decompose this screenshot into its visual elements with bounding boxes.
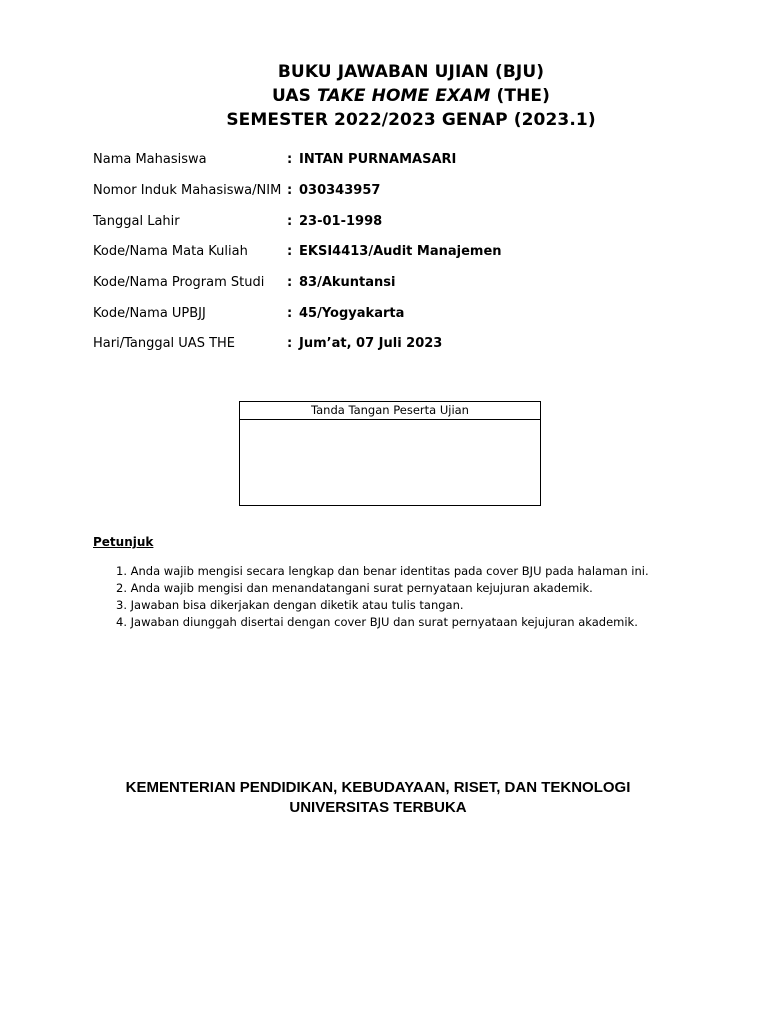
signature-header: Tanda Tangan Peserta Ujian [240,402,540,420]
title-line-2-prefix: UAS [272,86,318,106]
identity-colon: : [287,183,293,198]
identity-value: Jum’at, 07 Juli 2023 [299,336,443,351]
identity-colon: : [287,244,293,259]
identity-value: 030343957 [299,183,381,198]
identity-value: INTAN PURNAMASARI [299,152,457,167]
identity-value: 45/Yogyakarta [299,306,405,321]
identity-colon: : [287,336,293,351]
signature-area [240,420,540,505]
instruction-item: 3. Jawaban bisa dikerjakan dengan diketik atau tulis tangan. [116,598,464,612]
instruction-item: 2. Anda wajib mengisi dan menandatangani surat pernyataan kejujuran akademik. [116,581,593,595]
instructions-list [116,563,649,631]
identity-colon: : [287,214,293,229]
title-line-2-suffix: (THE) [490,86,550,106]
identity-value: 23-01-1998 [299,214,383,229]
title-line-2-italic: TAKE HOME EXAM [317,86,491,106]
identity-label: Kode/Nama Program Studi [93,275,265,290]
title-line-1: BUKU JAWABAN UJIAN (BJU) [277,62,545,82]
instructions-title: Petunjuk [93,535,154,549]
identity-label: Hari/Tanggal UAS THE [93,336,236,351]
identity-colon: : [287,152,293,167]
identity-label: Kode/Nama Mata Kuliah [93,244,248,259]
signature-box [239,401,541,506]
title-line-3: SEMESTER 2022/2023 GENAP (2023.1) [226,110,596,130]
identity-label: Tanggal Lahir [93,214,180,229]
identity-colon: : [287,275,293,290]
footer-ministry: KEMENTERIAN PENDIDIKAN, KEBUDAYAAN, RISET, DAN TEKNOLOGI [125,779,631,796]
instruction-item: 4. Jawaban diunggah disertai dengan cover BJU dan surat pernyataan kejujuran akademik. [116,615,638,629]
identity-colon: : [287,306,293,321]
identity-label: Kode/Nama UPBJJ [93,306,206,321]
footer-institution [0,778,756,818]
footer-university: UNIVERSITAS TERBUKA [289,799,467,816]
instruction-item: 1. Anda wajib mengisi secara lengkap dan benar identitas pada cover BJU pada halaman ini. [116,564,649,578]
document-title [0,60,768,132]
identity-label: Nomor Induk Mahasiswa/NIM [93,183,282,198]
title-line-2 [0,84,768,108]
identity-value: 83/Akuntansi [299,275,396,290]
identity-label: Nama Mahasiswa [93,152,207,167]
identity-value: EKSI4413/Audit Manajemen [299,244,502,259]
